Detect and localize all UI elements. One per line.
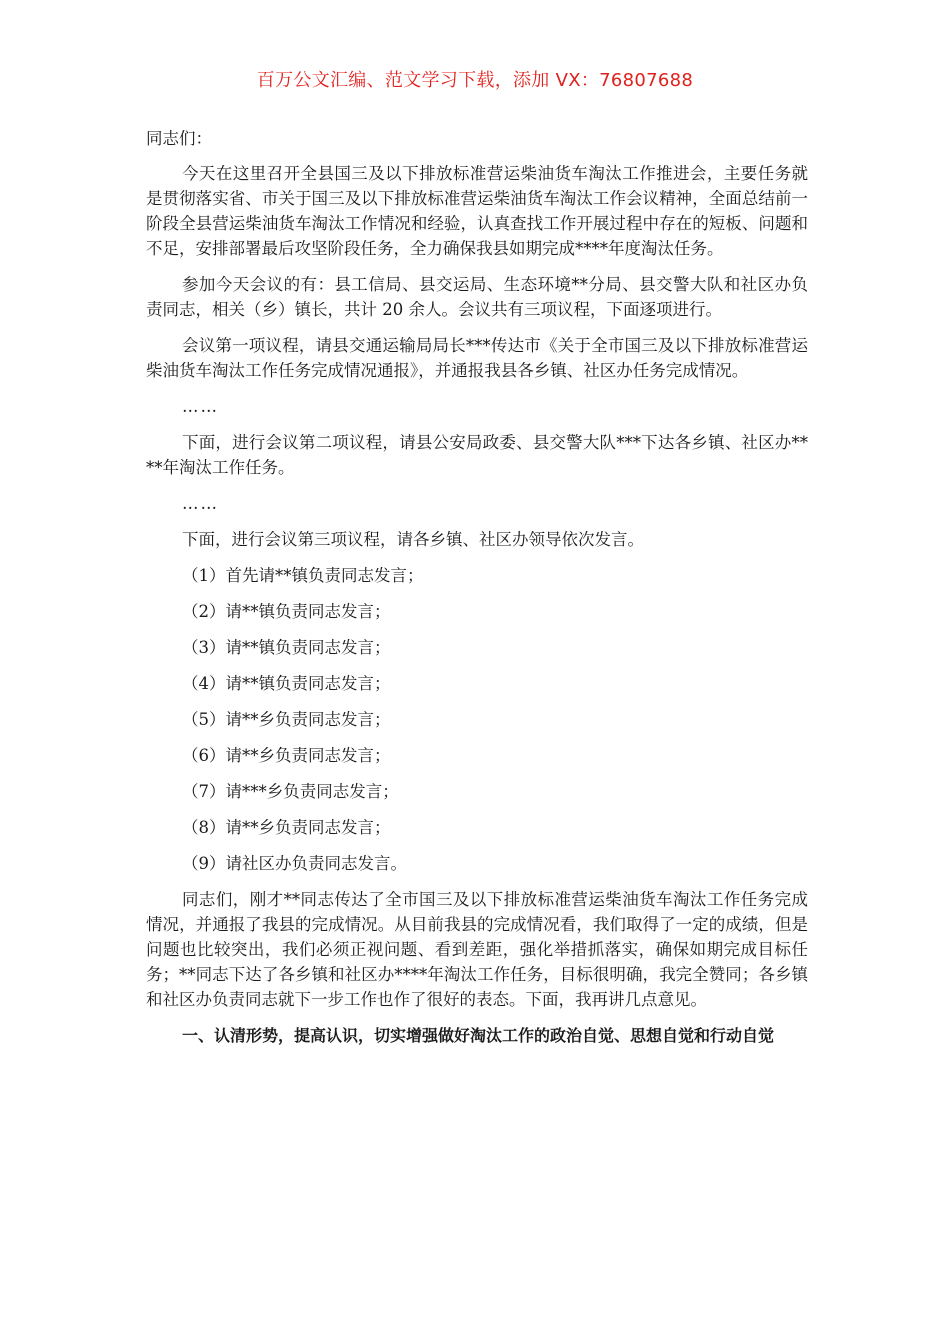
section-heading: 一、认清形势，提高认识，切实增强做好淘汰工作的政治自觉、思想自觉和行动自觉	[182, 1026, 775, 1045]
paragraph-summary: 同志们，刚才**同志传达了全市国三及以下排放标准营运柴油货车淘汰工作任务完成情况，并通报了我县的完成情况。从目前我县的完成情况看，我们取得了一定的成绩，但是问题也比较突出，我们必须正视问题、看到差距，强化举措抓落实，确保如期完成目标任务；**同志下达了各乡镇和社区办****年淘汰工作任务，目标很明确，我完全赞同；各乡镇和社区办负责同志就下一步工作也作了很好的表态。下面，我再讲几点意见。	[146, 890, 808, 1009]
speaker-item: （4）请**镇负责同志发言；	[182, 674, 391, 693]
ellipsis-1: ……	[182, 397, 219, 416]
paragraph-attendees: 参加今天会议的有：县工信局、县交运局、生态环境**分局、县交警大队和社区办负责同志，相关（乡）镇长，共计 20 余人。会议共有三项议程，下面逐项进行。	[146, 275, 808, 319]
watermark-banner: 百万公文汇编、范文学习下载，添加 VX：76807688	[256, 70, 694, 91]
speaker-item: （8）请**乡负责同志发言；	[182, 818, 391, 837]
speaker-item: （9）请社区办负责同志发言。	[182, 854, 407, 873]
greeting: 同志们：	[146, 129, 212, 148]
paragraph-first-agenda: 会议第一项议程，请县交通运输局局长***传达市《关于全市国三及以下排放标准营运柴油货车淘汰工作任务完成情况通报》，并通报我县各乡镇、社区办任务完成情况。	[146, 336, 808, 380]
speaker-item: （7）请***乡负责同志发言；	[182, 782, 399, 801]
paragraph-third-agenda: 下面，进行会议第三项议程，请各乡镇、社区办领导依次发言。	[182, 530, 644, 549]
speaker-item: （2）请**镇负责同志发言；	[182, 602, 391, 621]
speaker-item: （1）首先请**镇负责同志发言；	[182, 566, 424, 585]
speaker-item: （6）请**乡负责同志发言；	[182, 746, 391, 765]
speaker-item: （3）请**镇负责同志发言；	[182, 638, 391, 657]
document-body	[146, 126, 808, 1048]
paragraph-meeting-purpose: 今天在这里召开全县国三及以下排放标准营运柴油货车淘汰工作推进会，主要任务就是贯彻落实省、市关于国三及以下排放标准营运柴油货车淘汰工作会议精神，全面总结前一阶段全县营运柴油货车淘汰工作情况和经验，认真查找工作开展过程中存在的短板、问题和不足，安排部署最后攻坚阶段任务，全力确保我县如期完成****年度淘汰任务。	[146, 164, 808, 258]
speaker-item: （5）请**乡负责同志发言；	[182, 710, 391, 729]
ellipsis-2: ……	[182, 494, 219, 513]
paragraph-second-agenda: 下面，进行会议第二项议程，请县公安局政委、县交警大队***下达各乡镇、社区办****年淘汰工作任务。	[146, 433, 808, 477]
